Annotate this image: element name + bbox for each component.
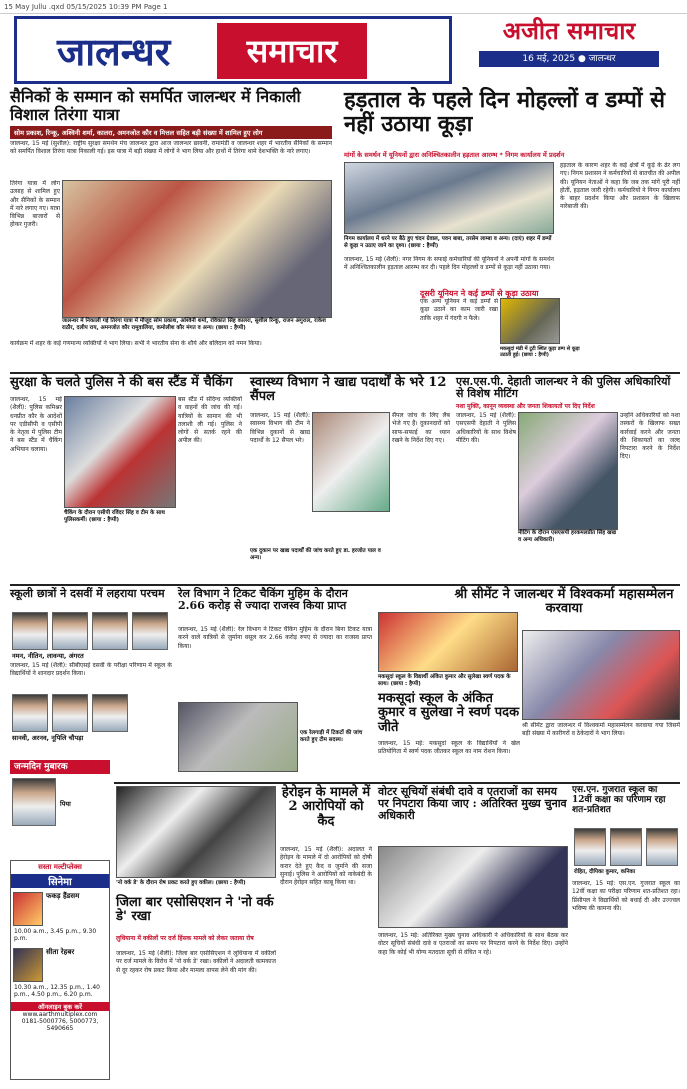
s9-body: जालन्धर, 15 मई: मकसूदां स्कूल के विद्यार्थियों ने खेल प्रतियोगिता में स्वर्ण पदक जीतकर स्कूल का नाम रोशन किया। — [378, 740, 520, 756]
s2-headline: हड़ताल के पहले दिन मोहल्लों व डम्पों से नहीं उठाया कूड़ा — [344, 87, 665, 138]
s2-photo — [344, 162, 554, 234]
booking-phone: 0181-5000776, 5000773, 5490665 — [21, 1018, 99, 1032]
s6-headline: स्कूली छात्रों ने दसवीं में लहराया परचम — [10, 587, 165, 600]
s8-body: श्री सीमेंट द्वारा जालन्धर में विश्वकर्मा महासम्मेलन करवाया गया जिसमें बड़ी संख्या में कारीगरों व ठेकेदारों ने भाग लिया। — [522, 722, 680, 738]
show2-movie: सीता रेहबर — [46, 948, 75, 956]
student-photo — [646, 828, 678, 866]
s3-photo — [64, 396, 176, 508]
s3-body: जालन्धर, 15 मई (शैली): पुलिस कमिश्नर धनप्रीत कौर के आदेशों पर एडीसीपी व एसीपी के नेतृत्व में पुलिस टीम ने बस स्टैंड में चैकिंग अभियान चलाया। — [10, 396, 62, 453]
s3-headline: सुरक्षा के चलते पुलिस ने की बस स्टैंड में चैकिंग — [10, 375, 233, 390]
s5-sub: नशा मुक्ति, कानून व्यवस्था और जनता शिकायतों पर दिए निर्देश — [456, 403, 595, 410]
show2-times: 10.30 a.m., 12.35 p.m., 1.40 p.m., 4.50 p.m., 6.20 p.m. — [14, 984, 100, 998]
s7-photo — [178, 702, 298, 772]
s7-headline: रेल विभाग ने टिकट चैकिंग मुहिम के दौरान 2.66 करोड़ से ज्यादा राजस्व किया प्राप्त — [178, 587, 348, 613]
s2-col3: हड़ताल के कारण शहर के कई क्षेत्रों में कूड़े के ढेर लग गए। निगम प्रशासन ने कर्मचारियों से बातचीत की अपील की। यूनियन नेताओं ने कहा कि जब तक मांगें पूरी नहीं होतीं, हड़ताल जारी रहेगी। कर्मचारियों ने निगम कार्यालय के बाहर प्रदर्शन किया और प्रशासन के खिलाफ नारेबाजी की। — [560, 162, 680, 211]
s2-caption2: मकसूदां मंडी में टूटी स्थित कूड़ा डम्प से कूड़ा उठाती हुई। (छाया : हैप्पी) — [500, 346, 580, 358]
birthday-title: जन्मदिन मुबारक — [10, 760, 110, 774]
s8-photo-b — [522, 630, 680, 720]
student-photo — [12, 612, 48, 650]
student-photo — [52, 612, 88, 650]
s1-sub: सोम प्रकाश, रिन्कू, अश्विनी शर्मा, कालरा, अमनजोत कौर व मित्तल सहित बड़ी संख्या में शामिल हुए लोग — [10, 126, 332, 139]
s2-body2: एक अन्य यूनियन ने कई डम्पों से कूड़ा उठाने का काम जारी रखा ताकि शहर में गंदगी न फैले। — [420, 298, 498, 322]
s6-names2: सानवी, अरनव, नूपिलि चौपड़ा — [12, 734, 84, 742]
s5-caption: मीटिंग के दौरान एसएसपी हरकमलप्रीत सिंह खख व अन्य अधिकारी। — [518, 530, 617, 543]
s6-body: जालन्धर, 15 मई (शैली): सीबीएसई दसवीं के परीक्षा परिणाम में स्कूल के विद्यार्थियों ने शानदार प्रदर्शन किया। — [10, 662, 172, 678]
student-photo — [132, 612, 168, 650]
s11-caption: 'नो वर्क डे' के दौरान रोष प्रकट करते हुए वकील। (छाया : हैप्पी) — [116, 880, 246, 886]
s2-body: जालन्धर, 15 मई (शैली): नगर निगम के सफाई कर्मचारियों की यूनियनों ने अपनी मांगों के समर्थन में अनिश्चितकालीन हड़ताल आरम्भ कर दी। पहले दिन मोहल्लों व डम्पों से कूड़ा नहीं उठाया गया। — [344, 256, 554, 272]
student-photo — [92, 694, 128, 732]
s5-photo — [518, 412, 618, 530]
divider — [10, 372, 680, 374]
s12-body: जालन्धर, 15 मई: अतिरिक्त मुख्य चुनाव अधिकारी ने अधिकारियों के साथ बैठक कर वोटर सूचियों संबंधी दावे व एतराजों का समय पर निपटारा करने के निर्देश दिए। उन्होंने कहा कि कोई भी योग्य मतदाता सूची से वंचित न रहे। — [378, 932, 568, 956]
dateline: 16 मई, 2025 ● जालन्धर — [479, 51, 659, 67]
s6-names1: नमन, नीतिन, लावन्या, अंगरत — [12, 652, 84, 660]
s7-body: जालन्धर, 15 मई (शैली): रेल विभाग ने टिकट चैकिंग मुहिम के दौरान बिना टिकट यात्रा करने वाले यात्रियों से जुर्माना वसूल कर 2.66 करोड़ रुपए से ज्यादा का राजस्व प्राप्त किया। — [178, 626, 372, 650]
s2-sidehead: दूसरी यूनियन ने कई डम्पों से कूड़ा उठाया — [420, 289, 539, 298]
masthead-right: समाचार — [217, 23, 367, 79]
s2-sub: मांगों के समर्थन में यूनियनों द्वारा अनिश्चितकालीन हड़ताल आरम्भ * निगम कार्यालय में प्रदर्शन — [344, 151, 565, 159]
s1-headline: सैनिकों के सम्मान को समर्पित जालन्धर में निकाली विशाल तिरंगा यात्रा — [10, 87, 301, 124]
s13-names: रोहित, दीपिका कुमार, कनिका — [574, 869, 636, 875]
booking-url: www.aarthmultiplex.com — [22, 1011, 98, 1018]
divider — [10, 584, 680, 586]
booking-label: ऑनलाइन बुक करें — [11, 1002, 109, 1011]
student-photo — [610, 828, 642, 866]
s13-headline: एस.एन. गुजरात स्कूल का 12वीं कक्षा का परिणाम रहा शत-प्रतिशत — [572, 785, 666, 815]
s8-caption: मकसूदां स्कूल के विद्यार्थी अंकित कुमार और सुलेखा स्वर्ण पदक के साथ। (छाया : हैप्पी) — [378, 674, 511, 687]
s3-col: बस स्टैंड में संदिग्ध व्यक्तियों व वाहनों की जांच की गई। यात्रियों के सामान की भी तलाशी ली गई। पुलिस ने लोगों से सतर्क रहने की अपील की। — [178, 396, 242, 445]
s1-photo — [62, 180, 332, 318]
s4-body: जालन्धर, 15 मई (शैली): स्वास्थ्य विभाग की टीम ने विभिन्न दुकानों से खाद्य पदार्थों के 12 सैंपल भरे। — [250, 412, 310, 444]
student-photo — [12, 694, 48, 732]
s4-photo — [312, 412, 390, 512]
s3-caption: चैकिंग के दौरान एसीपी रविंदर सिंह व टीम के साथ पुलिसकर्मी। (छाया : हैप्पी) — [64, 510, 165, 523]
s8-headline: श्री सीमेंट ने जालन्धर में विश्वकर्मा महासम्मेलन करवाया — [454, 587, 674, 617]
masthead — [14, 16, 452, 84]
s1-body: जालन्धर, 15 मई (सुशील): राष्ट्रीय सुरक्षा समर्थन मंच जालन्धर द्वारा आज जालन्धर छावनी, रामामंडी व जालन्धर शहर में भारतीय सैनिकों के सम्मान को समर्पित विशाल तिरंगा यात्रा निकाली गई। इस यात्रा में बड़ी संख्या में लोगों ने भाग लिया और हाथों में तिरंगा थामे देशभक्ति के नारे लगाए। — [10, 140, 332, 156]
cinema-title: सिनेमा — [11, 874, 109, 888]
show1-movie: फकड़ हैंडसम — [46, 892, 80, 900]
birthday-name: पिया — [60, 800, 71, 808]
s12-photo — [378, 846, 568, 928]
s5-headline: एस.एस.पी. देहाती जालन्धर ने की पुलिस अधिकारियों से विशेष मीटिंग — [456, 375, 671, 401]
ajit-name: अजीत समाचार — [502, 16, 636, 45]
show1-times: 10.00 a.m., 3.45 p.m., 9.30 p.m. — [14, 928, 97, 942]
birthday-photo — [12, 778, 56, 826]
s2-caption: निगम कार्यालय में धरने पर बैठे हुए चंदन ग्रेवाल, पवन बाबा, तरसेम लाम्बा व अन्य। (दाएं) शहर में डम्पों से कूड़ा न उठाए जाने का दृश्य। (छाया : हैप्पी) — [344, 236, 552, 249]
student-photo — [92, 612, 128, 650]
s10-body: जालन्धर, 15 मई (शैली): अदालत ने हेरोइन के मामले में दो आरोपियों को दोषी करार देते हुए कैद व जुर्माने की सजा सुनाई। पुलिस ने आरोपियों को नाकेबंदी के दौरान हेरोइन सहित काबू किया था। — [280, 846, 372, 887]
s11-photo — [116, 786, 276, 878]
student-photo — [52, 694, 88, 732]
s7-caption: एक रेलगाड़ी में टिकटों की जांच करते हुए टीम सदस्य। — [300, 730, 363, 743]
page-info: 15 May Jullu .qxd 05/15/2025 10:39 PM Page 1 — [0, 0, 687, 14]
s1-col2: कार्यक्रम में शहर के कई गणमान्य व्यक्तियों ने भाग लिया। सभी ने भारतीय सेना के शौर्य और बलिदान को नमन किया। — [10, 340, 262, 347]
s11-body: जालन्धर, 15 मई (शैली): जिला बार एसोसिएशन ने लुधियाना में वकीलों पर दर्ज मामले के विरोध में 'नो वर्क डे' रखा। वकीलों ने अदालती कामकाज से दूर रहकर रोष प्रकट किया और मामला वापस लेने की मांग की। — [116, 950, 276, 974]
s5-body: जालन्धर, 15 मई (शैली): एसएसपी देहाती ने पुलिस अधिकारियों के साथ विशेष मीटिंग की। — [456, 412, 516, 444]
s1-col: तिरंगा यात्रा में लोग उत्साह से शामिल हुए और सैनिकों के सम्मान में नारे लगाए गए। यात्रा विभिन्न बाजारों से होकर गुजरी। — [10, 180, 60, 229]
s1-caption: जालन्धर में निकाली गई तिरंगा यात्रा में मौजूद सोम प्रकाश, अश्विनी शर्मा, रविकांत सिंह कालरा, सुशील रिन्कू, राजन अंगुराल, राकेश राठौर, दलीप राय, अमनजोत कौर रामूवालिया, कमोलीश कौर मंगत व अन्य। (छाया : हैप्पी) — [62, 318, 326, 331]
s4-col: सैंपल जांच के लिए लैब भेजे गए हैं। दुकानदारों को साफ-सफाई का ध्यान रखने के निर्देश दिए गए। — [392, 412, 450, 444]
s8-photo-a — [378, 612, 518, 672]
poster — [13, 948, 43, 982]
s5-col: उन्होंने अधिकारियों को नशा तस्करों के खिलाफ सख्त कार्रवाई करने और जनता की शिकायतों का जल्द निपटारा करने के निर्देश दिए। — [620, 412, 680, 461]
divider — [114, 782, 680, 784]
poster — [13, 892, 43, 926]
ajit-logo — [458, 14, 680, 84]
s4-caption: एक दुकान पर खाद्य पदार्थों की जांच करते हुए डा. हरजोत पाल व अन्य। — [250, 548, 381, 561]
s11-headline: जिला बार एसोसिएशन ने 'नो वर्क डे' रखा — [116, 895, 274, 925]
s11-sub: लुधियाना में वकीलों पर दर्ज हिंसक मामले को लेकर जताया रोष — [116, 935, 254, 942]
s9-headline: मकसूदां स्कूल के अंकित कुमार व सुलेखा ने स्वर्ण पदक जीते — [378, 691, 520, 735]
cinema-header: सस्ता मल्टीप्लेक्स — [38, 863, 82, 871]
s12-headline: वोटर सूचियों संबंधी दावे व एतराजों का समय पर निपटारा किया जाए : अतिरिक्त मुख्य चुनाव अधिकारी — [378, 785, 567, 823]
cinema-box — [10, 860, 110, 1080]
masthead-left: जालन्धर — [57, 29, 171, 74]
s4-headline: स्वास्थ्य विभाग ने खाद्य पदार्थों के भरे 12 सैंपल — [250, 375, 447, 405]
s10-headline: हेरोइन के मामले में 2 आरोपियों को कैद — [281, 785, 371, 829]
s2-photo2 — [500, 298, 560, 344]
s13-body: जालन्धर, 15 मई: एस.एन. गुजरात स्कूल का 12वीं कक्षा का परीक्षा परिणाम शत-प्रतिशत रहा। प्रिंसीपल ने विद्यार्थियों को बधाई दी और उज्ज्वल भविष्य की कामना की। — [572, 880, 680, 912]
student-photo — [574, 828, 606, 866]
